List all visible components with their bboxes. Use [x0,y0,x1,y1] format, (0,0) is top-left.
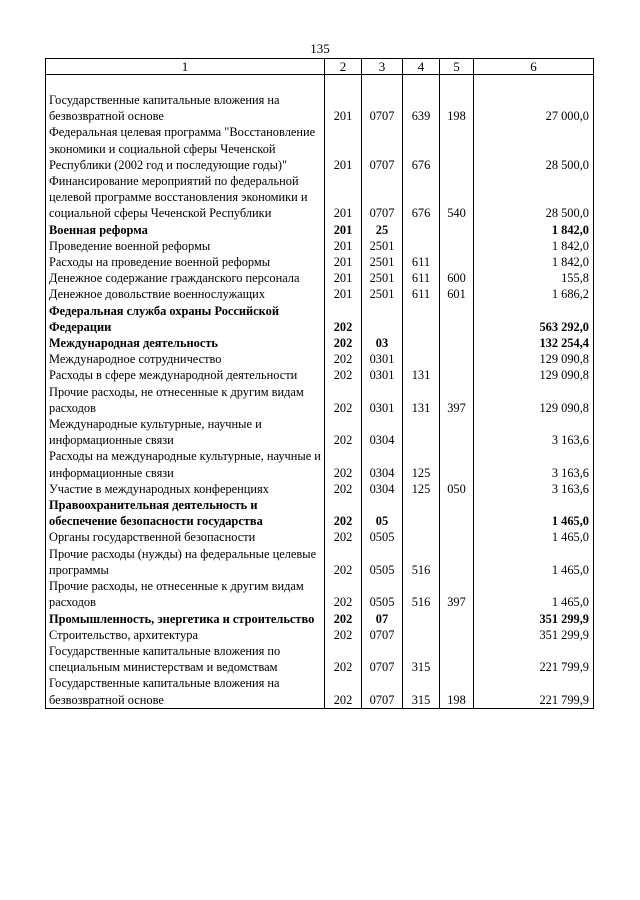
table-row [46,222,594,238]
row-name: Проведение военной реформы [46,238,325,254]
row-name: Международные культурные, научные и информационные связи [46,416,325,448]
row-col-3: 0707 [362,627,403,643]
row-col-5 [440,497,474,529]
row-col-3: 2501 [362,270,403,286]
row-col-2: 202 [325,481,362,497]
table-row [46,529,594,545]
row-col-3: 07 [362,611,403,627]
row-sum: 3 163,6 [474,481,594,497]
row-name: Финансирование мероприятий по федеральной целевой программе восстановления экономики и социальной сферы Чеченской Республики [46,173,325,222]
row-col-2: 202 [325,611,362,627]
row-col-4 [403,222,440,238]
row-col-3: 2501 [362,238,403,254]
row-col-4: 125 [403,448,440,480]
row-col-5: 397 [440,384,474,416]
row-sum: 155,8 [474,270,594,286]
row-col-2: 201 [325,173,362,222]
table-row [46,270,594,286]
table-row [46,416,594,448]
row-name: Промышленность, энергетика и строительство [46,611,325,627]
row-col-5 [440,303,474,335]
row-name: Расходы на международные культурные, научные и информационные связи [46,448,325,480]
row-sum: 28 500,0 [474,124,594,173]
row-col-5: 540 [440,173,474,222]
row-col-5 [440,351,474,367]
row-col-4 [403,335,440,351]
spacer-row [46,75,594,93]
row-col-2: 202 [325,546,362,578]
header-cell-4: 4 [403,59,440,75]
row-col-4 [403,529,440,545]
row-col-4 [403,351,440,367]
table-row [46,367,594,383]
row-sum: 1 465,0 [474,578,594,610]
row-col-5 [440,416,474,448]
row-col-4: 516 [403,546,440,578]
row-col-2: 202 [325,627,362,643]
table-row [46,675,594,708]
row-name: Федеральная целевая программа "Восстановление экономики и социальной сферы Чеченской Республики (2002 год и последующие годы)" [46,124,325,173]
row-name: Федеральная служба охраны Российской Федерации [46,303,325,335]
row-col-5: 601 [440,286,474,302]
row-col-2: 202 [325,448,362,480]
row-col-3: 0707 [362,92,403,124]
row-col-3: 0304 [362,448,403,480]
table-row [46,578,594,610]
row-col-2: 201 [325,254,362,270]
header-cell-3: 3 [362,59,403,75]
row-name: Международная деятельность [46,335,325,351]
table-row [46,124,594,173]
row-col-4: 639 [403,92,440,124]
row-name: Органы государственной безопасности [46,529,325,545]
table-row [46,238,594,254]
row-col-4: 676 [403,173,440,222]
table-row [46,351,594,367]
row-col-2: 202 [325,643,362,675]
row-col-5: 198 [440,675,474,708]
row-col-4: 516 [403,578,440,610]
row-sum: 129 090,8 [474,384,594,416]
row-col-3: 0301 [362,351,403,367]
row-sum: 1 842,0 [474,222,594,238]
row-col-2: 202 [325,497,362,529]
table-row [46,173,594,222]
row-sum: 563 292,0 [474,303,594,335]
row-col-4 [403,611,440,627]
row-col-5: 198 [440,92,474,124]
row-name: Прочие расходы (нужды) на федеральные целевые программы [46,546,325,578]
table-row [46,92,594,124]
row-col-5 [440,367,474,383]
row-sum: 27 000,0 [474,92,594,124]
row-col-2: 202 [325,367,362,383]
table-row [46,303,594,335]
table-row [46,627,594,643]
row-col-5 [440,448,474,480]
row-col-3: 0505 [362,529,403,545]
row-sum: 1 686,2 [474,286,594,302]
row-sum: 221 799,9 [474,675,594,708]
header-cell-6: 6 [474,59,594,75]
row-col-5 [440,627,474,643]
table-row [46,286,594,302]
row-col-5: 397 [440,578,474,610]
header-cell-2: 2 [325,59,362,75]
header-cell-1: 1 [46,59,325,75]
row-col-4: 611 [403,270,440,286]
row-col-5: 050 [440,481,474,497]
row-col-3: 0707 [362,124,403,173]
table-row [46,497,594,529]
row-col-2: 201 [325,286,362,302]
row-col-3: 0304 [362,416,403,448]
row-sum: 1 842,0 [474,238,594,254]
row-col-4 [403,497,440,529]
row-name: Государственные капитальные вложения на безвозвратной основе [46,675,325,708]
row-col-4: 125 [403,481,440,497]
row-col-3: 2501 [362,254,403,270]
row-col-2: 202 [325,335,362,351]
row-name: Расходы на проведение военной реформы [46,254,325,270]
row-col-5 [440,611,474,627]
row-col-4 [403,416,440,448]
row-name: Государственные капитальные вложения по специальным министерствам и ведомствам [46,643,325,675]
row-sum: 1 842,0 [474,254,594,270]
row-col-4: 611 [403,286,440,302]
row-col-5: 600 [440,270,474,286]
page-number: 135 [310,41,330,56]
row-col-2: 201 [325,92,362,124]
row-col-5 [440,546,474,578]
header-cell-5: 5 [440,59,474,75]
row-col-3: 0707 [362,173,403,222]
table-row [46,254,594,270]
row-name: Денежное довольствие военнослужащих [46,286,325,302]
row-col-2: 202 [325,675,362,708]
table-row [46,335,594,351]
row-col-4: 315 [403,643,440,675]
table-row [46,384,594,416]
row-sum: 1 465,0 [474,497,594,529]
row-name: Денежное содержание гражданского персонала [46,270,325,286]
row-col-3: 2501 [362,286,403,302]
row-col-4 [403,238,440,254]
row-col-3: 0304 [362,481,403,497]
row-col-3: 0505 [362,578,403,610]
row-col-3: 0707 [362,675,403,708]
row-sum: 132 254,4 [474,335,594,351]
row-col-3: 03 [362,335,403,351]
row-col-3: 05 [362,497,403,529]
budget-table-container [45,58,593,709]
row-sum: 351 299,9 [474,611,594,627]
row-col-2: 202 [325,416,362,448]
row-sum: 3 163,6 [474,448,594,480]
row-col-5 [440,643,474,675]
row-col-5 [440,124,474,173]
row-name: Международное сотрудничество [46,351,325,367]
row-col-4: 131 [403,367,440,383]
row-col-2: 202 [325,529,362,545]
row-sum: 3 163,6 [474,416,594,448]
row-col-3 [362,303,403,335]
row-col-5 [440,238,474,254]
row-name: Строительство, архитектура [46,627,325,643]
row-col-2: 201 [325,124,362,173]
row-name: Прочие расходы, не отнесенные к другим видам расходов [46,384,325,416]
row-name: Правоохранительная деятельность и обеспечение безопасности государства [46,497,325,529]
table-row [46,481,594,497]
row-sum: 351 299,9 [474,627,594,643]
row-col-5 [440,529,474,545]
row-col-2: 201 [325,238,362,254]
row-col-5 [440,335,474,351]
row-col-4: 315 [403,675,440,708]
row-col-2: 201 [325,222,362,238]
row-col-3: 0301 [362,384,403,416]
table-body [46,75,594,709]
row-name: Прочие расходы, не отнесенные к другим видам расходов [46,578,325,610]
table-row [46,546,594,578]
row-col-2: 202 [325,384,362,416]
row-sum: 1 465,0 [474,546,594,578]
row-col-5 [440,222,474,238]
row-col-3: 0505 [362,546,403,578]
row-sum: 129 090,8 [474,367,594,383]
row-name: Государственные капитальные вложения на безвозвратной основе [46,92,325,124]
budget-table [45,58,594,709]
table-row [46,611,594,627]
row-col-4: 611 [403,254,440,270]
row-sum: 221 799,9 [474,643,594,675]
row-name: Военная реформа [46,222,325,238]
row-col-2: 202 [325,303,362,335]
row-sum: 129 090,8 [474,351,594,367]
header-row [46,59,594,75]
row-col-3: 0301 [362,367,403,383]
row-col-4 [403,627,440,643]
row-sum: 28 500,0 [474,173,594,222]
row-col-4 [403,303,440,335]
row-name: Расходы в сфере международной деятельности [46,367,325,383]
row-col-2: 202 [325,578,362,610]
row-col-2: 201 [325,270,362,286]
table-row [46,448,594,480]
row-col-5 [440,254,474,270]
row-col-3: 25 [362,222,403,238]
row-col-3: 0707 [362,643,403,675]
row-col-2: 202 [325,351,362,367]
row-sum: 1 465,0 [474,529,594,545]
row-col-4: 676 [403,124,440,173]
row-col-4: 131 [403,384,440,416]
row-name: Участие в международных конференциях [46,481,325,497]
table-row [46,643,594,675]
